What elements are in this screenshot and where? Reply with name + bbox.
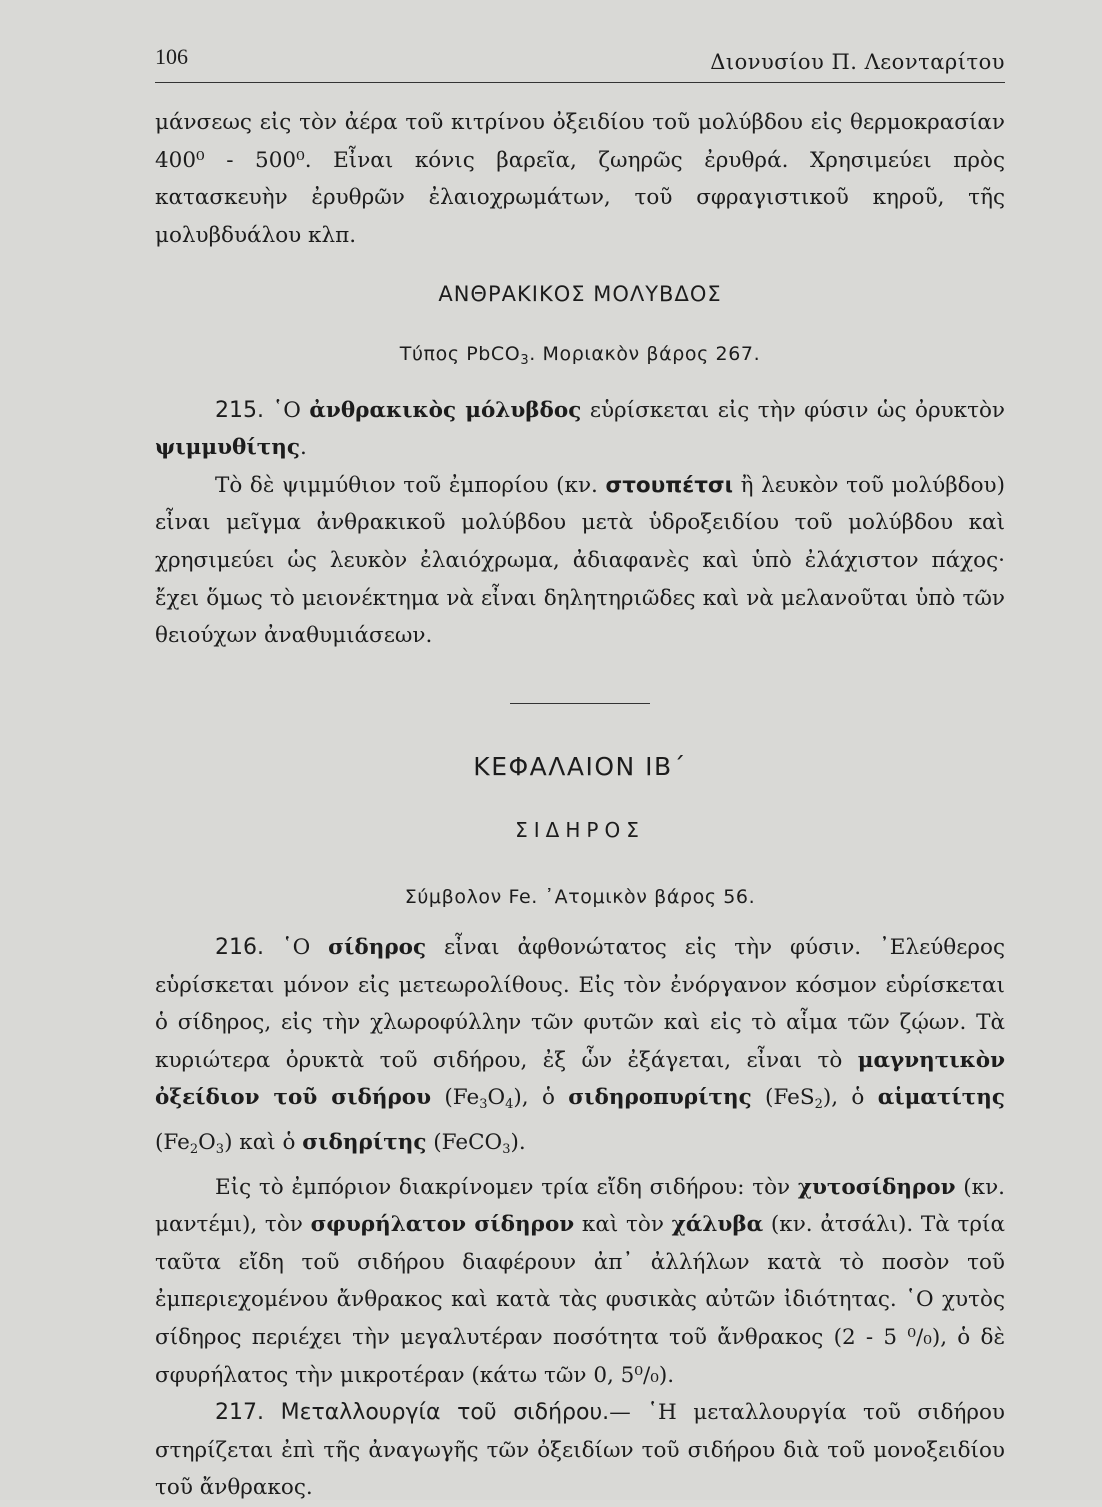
- text: ), ὁ: [822, 1085, 878, 1111]
- text: ), ὁ: [513, 1085, 569, 1111]
- formula-sub: 3: [520, 352, 530, 368]
- formula: (FeS: [751, 1085, 815, 1111]
- text: Τὸ δὲ ψιμμύθιον τοῦ ἐμπορίου (κν.: [215, 472, 606, 498]
- chapter-subtitle: ΣΙΔΗΡΟΣ: [515, 817, 645, 842]
- bold-term: σφυρήλατον σίδηρον: [310, 1212, 575, 1238]
- paragraph-215: [155, 392, 1005, 467]
- paragraph-number: 216.: [215, 935, 264, 960]
- bold-term: χυτοσίδηρον: [797, 1174, 956, 1200]
- subscript: 2: [814, 1097, 823, 1113]
- chapter-title: ΚΕΦΑΛΑΙΟΝ ΙΒ΄: [473, 752, 687, 782]
- text: εἶναι ἀφθονώτατος εἰς τὴν φύσιν. ᾿Ελεύθερος εὑρίσκεται μόνον εἰς μετεωρολίθους. Εἰς τὸν ἐνόργανον κόσμον εὑρίσκεται ὁ σίδηρος, εἰς τὴν χλωροφύλλην τῶν φυτῶν καὶ εἰς τὸ αἷμα τῶν ζῴων. Τὰ κυριώτερα ὀρυκτὰ τοῦ σιδήρου, ἐξ ὧν ἐξάγεται, εἶναι τὸ: [155, 935, 1006, 1073]
- formula-prefix: Τύπος PbCO: [399, 342, 521, 365]
- paragraph-217: [155, 1394, 1005, 1507]
- formula-suffix: . Μοριακὸν βάρος 267.: [529, 342, 761, 365]
- paragraph-number: 215.: [215, 397, 264, 423]
- page-number: 106: [155, 44, 188, 69]
- bold-term: αἱματίτης: [877, 1085, 1005, 1111]
- bold-term: ἀνθρακικὸς μόλυβδος: [309, 397, 582, 423]
- carry-paragraph: μάνσεως εἰς τὸν ἀέρα τοῦ κιτρίνου ὀξειδίου τοῦ μολύβδου εἰς θερμοκρασίαν 400⁰ - 500⁰. Εἶναι κόνις βαρεῖα, ζωηρῶς ἐρυθρά. Χρησιμεύει πρὸς κατασκευὴν ἐρυθρῶν ἐλαιοχρωμάτων, τοῦ σφραγιστικοῦ κηροῦ, τῆς μολυβδυάλου κλπ.: [155, 110, 1005, 248]
- text: Εἰς τὸ ἐμπόριον διακρίνομεν τρία εἴδη σιδήρου: τὸν: [215, 1174, 798, 1200]
- formula: (FeCO: [426, 1129, 503, 1155]
- paragraph-number: 217.: [215, 1400, 264, 1426]
- formula: (Fe: [155, 1129, 190, 1155]
- subscript: 3: [215, 1141, 225, 1157]
- bold-term: σιδηροπυρίτης: [568, 1085, 752, 1111]
- text: ) καὶ ὁ: [224, 1129, 303, 1155]
- section-divider: [510, 703, 650, 705]
- text: ).: [510, 1129, 526, 1155]
- page-header: [155, 40, 1005, 83]
- bold-term: χάλυβα: [671, 1212, 764, 1238]
- text: εὑρίσκεται εἰς τὴν φύσιν ὡς ὀρυκτὸν: [581, 397, 1005, 423]
- subscript: 3: [479, 1097, 488, 1113]
- text: ῾Ο: [263, 935, 329, 960]
- paragraph-216: [155, 929, 1005, 1169]
- formula: O: [487, 1085, 506, 1111]
- text: .: [299, 435, 307, 461]
- section-title: ΑΝΘΡΑΚΙΚΟΣ ΜΟΛΥΒΔΟΣ: [438, 282, 722, 307]
- formula-line: [155, 336, 1005, 380]
- bold-term: στουπέτσι: [605, 472, 734, 498]
- page-body: [155, 104, 1005, 1507]
- formula: O: [198, 1129, 216, 1155]
- bold-term: ψιμμυθίτης: [155, 435, 300, 461]
- text: — ῾Η μεταλλουργία τοῦ σιδήρου στηρίζεται ἐπὶ τῆς ἀναγωγῆς τῶν ὀξειδίων τοῦ σιδήρου διὰ τοῦ μονοξειδίου τοῦ ἄνθρακος.: [155, 1400, 1005, 1501]
- paragraph-215-continued: [155, 467, 1005, 655]
- bold-term: σίδηρος: [328, 935, 427, 960]
- text: (κν. μαντέμι), τὸν: [155, 1174, 1005, 1238]
- paragraph-heading: Μεταλλουργία τοῦ σιδήρου.: [263, 1400, 610, 1426]
- text: καὶ τὸν: [574, 1212, 672, 1238]
- subscript: 4: [505, 1097, 514, 1113]
- subscript: 2: [189, 1141, 199, 1157]
- formula: (Fe: [431, 1085, 480, 1111]
- text: ἢ λευκὸν τοῦ μολύβδου) εἶναι μεῖγμα ἀνθρακικοῦ μολύβδου μετὰ ὑδροξειδίου τοῦ μολύβδου καὶ χρησιμεύει ὡς λευκὸν ἐλαιόχρωμα, ἀδιαφανὲς καὶ ὑπὸ ἐλάχιστον πάχος· ἔχει ὅμως τὸ μειονέκτημα νὰ εἶναι δηλητηριῶδες καὶ νὰ μελανοῦται ὑπὸ τῶν θειούχων ἀναθυμιάσεων.: [155, 472, 1005, 649]
- subscript: 3: [502, 1141, 511, 1157]
- running-author: Διονυσίου Π. Λεονταρίτου: [710, 50, 1005, 74]
- bold-term: μαγνητικὸν ὀξείδιον τοῦ σιδήρου: [155, 1047, 1005, 1111]
- paragraph-216-continued: [155, 1169, 1005, 1395]
- symbol-line: Σύμβολον Fe. ᾿Ατομικὸν βάρος 56.: [404, 886, 756, 909]
- text: ῾Ο: [263, 397, 310, 423]
- bold-term: σιδηρίτης: [302, 1129, 427, 1155]
- text: (κν. ἀτσάλι). Τὰ τρία ταῦτα εἴδη τοῦ σιδήρου διαφέρουν ἀπ᾽ ἀλλήλων κατὰ τὸ ποσὸν τοῦ ἐμπεριεχομένου ἄνθρακος καὶ κατὰ τὰς φυσικὰς αὐτῶν ἰδιότητας. ῾Ο χυτὸς σίδηρος περιέχει τὴν μεγαλυτέραν ποσότητα τοῦ ἄνθρακος (2 - 5 ⁰/₀), ὁ δὲ σφυρήλατος τὴν μικροτέραν (κάτω τῶν 0, 5⁰/₀).: [155, 1212, 1005, 1388]
